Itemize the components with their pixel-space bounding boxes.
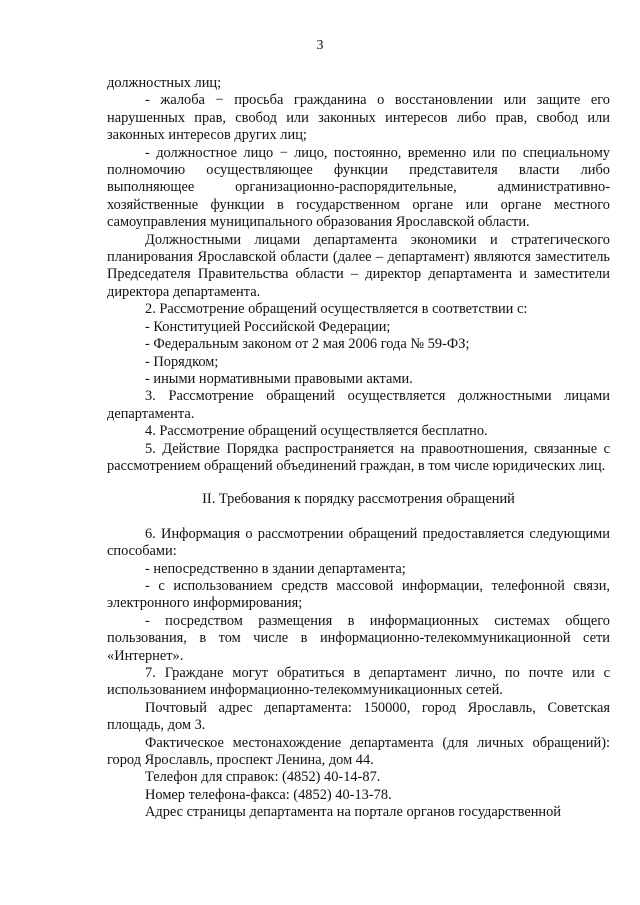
spacer (107, 475, 610, 491)
paragraph: - Федеральным законом от 2 мая 2006 года № 59-ФЗ; (145, 336, 470, 353)
page-number: 3 (316, 38, 324, 53)
paragraph: - посредством размещения в информационных системах общего пользования, в том числе в информационно-телекоммуникационной сети «Интернет». (107, 612, 610, 664)
paragraph: - непосредственно в здании департамента; (145, 560, 406, 577)
paragraph: - должностное лицо − лицо, постоянно, временно или по специальному полномочию осуществляющее функции представителя власти либо выполняющее организационно-распорядительные, административно-хозяйственные функции в государственном органе или органе местного самоуправления муниципального образования Ярославской области. (107, 144, 610, 231)
paragraph: 5. Действие Порядка распространяется на правоотношения, связанные с рассмотрением обращений объединений граждан, в том числе юридических лиц. (107, 440, 610, 474)
document-body (107, 75, 610, 822)
paragraph: 2. Рассмотрение обращений осуществляется в соответствии с: (145, 301, 528, 318)
paragraph: 7. Граждане могут обратиться в департамент лично, по почте или с использованием информационно-телекоммуникационных сетей. (107, 665, 610, 699)
paragraph: Фактическое местонахождение департамента (для личных обращений): город Ярославль, проспект Ленина, дом 44. (107, 734, 610, 769)
paragraph: - жалоба − просьба гражданина о восстановлении или защите его нарушенных прав, свобод или законных интересов либо прав, свобод или законных интересов других лиц; (107, 92, 610, 144)
section-heading: II. Требования к порядку рассмотрения обращений (202, 491, 515, 508)
paragraph: Адрес страницы департамента на портале органов государственной (145, 804, 562, 821)
paragraph: - иными нормативными правовыми актами. (145, 370, 413, 387)
paragraph: 6. Информация о рассмотрении обращений предоставляется следующими способами: (107, 525, 610, 560)
paragraph: Номер телефона-факса: (4852) 40-13-78. (145, 786, 392, 803)
paragraph: Телефон для справок: (4852) 40-14-87. (145, 769, 381, 786)
spacer (107, 509, 610, 526)
paragraph: - Порядком; (145, 353, 219, 370)
paragraph: должностных лиц; (107, 75, 222, 91)
paragraph: Должностными лицами департамента экономики и стратегического планирования Ярославской области (далее – департамент) являются заместитель Председателя Правительства области – директор департамента и заместители директора департамента. (107, 231, 610, 300)
paragraph: 4. Рассмотрение обращений осуществляется бесплатно. (145, 423, 488, 440)
paragraph: 3. Рассмотрение обращений осуществляется должностными лицами департамента. (107, 388, 610, 422)
paragraph: - с использованием средств массовой информации, телефонной связи, электронного информирования; (107, 577, 610, 612)
paragraph: Почтовый адрес департамента: 150000, город Ярославль, Советская площадь, дом 3. (107, 699, 610, 734)
paragraph: - Конституцией Российской Федерации; (145, 318, 391, 335)
